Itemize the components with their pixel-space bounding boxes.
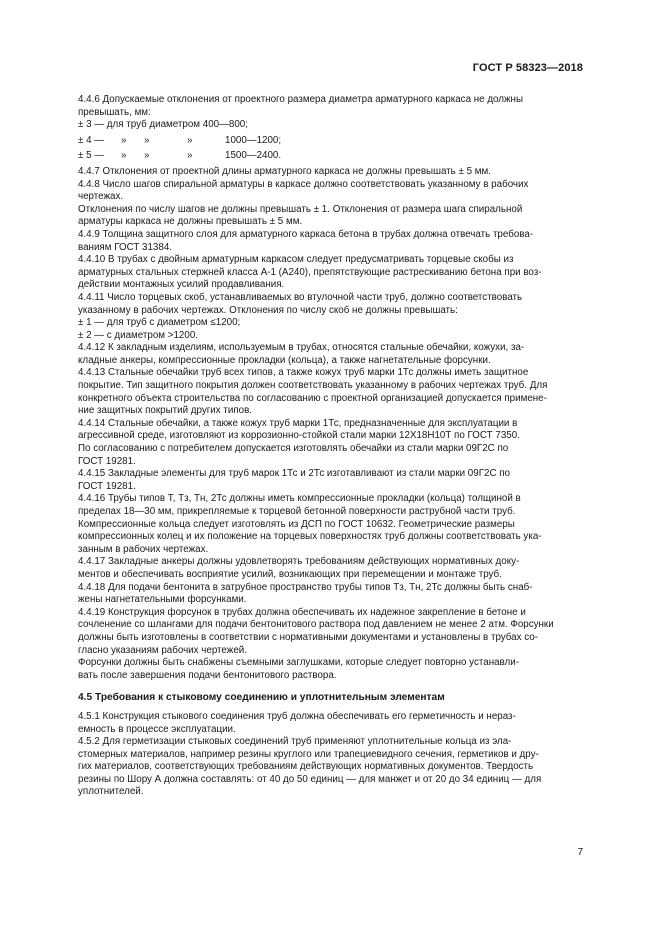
paragraph-4-4-7: 4.4.7 Отклонения от проектной длины арматурного каркаса не должны превышать ± 5 мм. [78,165,491,177]
text-line: ± 3 — для труб диаметром 400—800; [78,119,248,131]
paragraph-4-4-10: 4.4.10 В трубах с двойным арматурным каркасом следует предусматривать торцевые скобы из арматурных стальных стержней класса А-1 (А240), препятствующие растрескиванию бетона при воз- действии монтажных усилий продавливания. [78,254,542,291]
tolerance-row: ± 4 — » » » 1000—1200; [78,134,282,146]
document-id-header: ГОСТ Р 58323—2018 [472,62,583,74]
section-heading-4-5: 4.5 Требования к стыковому соединению и уплотнительным элементам [78,692,445,704]
paragraph-4-4-8: 4.4.8 Число шагов спиральной арматуры в каркасе должно соответствовать указанному в рабочих чертежах. [78,178,529,203]
paragraph-4-4-11: 4.4.11 Число торцевых скоб, устанавливаемых во втулочной части труб, должно соответствовать указанному в рабочих чертежах. Отклонения по числу скоб не должны превышать: ± 1 — для труб с диаметром ≤1200; ± 2 — с диаметром >1200. [78,291,523,341]
page-number: 7 [577,847,583,858]
paragraph-4-4-19-plugs: Форсунки должны быть снабжены съемными заглушками, которые следует повторно устанавли- вать после завершения подачи бентонитового раствора. [78,657,519,681]
paragraph-4-4-13: 4.4.13 Стальные обечайки труб всех типов, а также кожух труб марки 1Тс должны иметь защитное покрытие. Тип защитного покрытия должен соответствовать указанному в рабочих чертежах труб. Для конкретного объекта строительства по согласованию с проектной организацией допускается примене- ние защитных покрытий других типов. [78,367,548,417]
paragraph-4-4-14-agreement: По согласованию с потребителем допускается изготовлять обечайки из стали марки 09Г2С по ГОСТ 19281. [78,443,509,467]
paragraph-4-5-2: 4.5.2 Для герметизации стыковых соединений труб применяют уплотнительные кольца из эла- стомерных материалов, например резины круглого или трапециевидного сечения, герметиков и дру- гих материалов, соответствующих требованиям действующих нормативных документов. Твердость резины по Шору А должна составлять: от 40 до 50 единиц — для манжет и от 20 до 34 единиц — для уплотнителей. [78,736,542,798]
paragraph-4-4-17: 4.4.17 Закладные анкеры должны удовлетворять требованиям действующих нормативных доку- ментов и обеспечивать восприятие усилий, возникающих при перемещении и монтаже труб. [78,556,520,580]
paragraph-4-4-9: 4.4.9 Толщина защитного слоя для арматурного каркаса бетона в трубах должна отвечать требова- ваниям ГОСТ 31384. [78,228,534,253]
paragraph-4-4-15: 4.4.15 Закладные элементы для труб марок 1Тс и 2Тс изготавливают из стали марки 09Г2С по ГОСТ 19281. [78,468,511,492]
paragraph-4-4-14: 4.4.14 Стальные обечайки, а также кожух труб марки 1Тс, предназначенные для эксплуатации в агрессивной среде, изготовляют из коррозионно-стойкой стали марки 12Х18Н10Т по ГОСТ 7350. [78,417,520,442]
document-body [78,94,583,799]
text-line: 4.4.6 Допускаемые отклонения от проектного размера диаметра арматурного каркаса не должны [78,94,524,105]
paragraph-4-4-8-deviations: Отклонения по числу шагов не должны превышать ± 1. Отклонения от размера шага спиральной арматуры каркаса не должны превышать ± 5 мм. [78,203,523,228]
tolerance-row: ± 5 — » » » 1500—2400. [78,150,282,162]
paragraph-4-4-18: 4.4.18 Для подачи бентонита в затрубное пространство трубы типов Тз, Тн, 2Тс должны быть снаб- жены нагнетательными форсунками. [78,581,533,606]
paragraph-4-4-19: 4.4.19 Конструкция форсунок в трубах должна обеспечивать их надежное закрепление в бетоне и сочленение со шлангами для подачи бентонитового раствора под давлением не менее 2 атм. Форсунки должны быть изготовлены в соответствии с нормативными документами и установлены в трубах со- гласно указаниям рабочих чертежей. [78,606,554,656]
paragraph-4-4-16: 4.4.16 Трубы типов Т, Тз, Тн, 2Тс должны иметь компрессионные прокладки (кольца) толщиной в пределах 18—30 мм, прикрепляемые к торцевой бетонной поверхности раструбной части труб. [78,493,521,517]
paragraph-4-5-1: 4.5.1 Конструкция стыкового соединения труб должна обеспечивать его герметичность и нераз- емность в процессе эксплуатации. [78,710,516,735]
paragraph-4-4-6 [78,94,583,132]
paragraph-4-4-16-rings: Компрессионные кольца следует изготовлять из ДСП по ГОСТ 10632. Геометрические размеры компрессионных колец и их положение на торцевых поверхностях труб должны соответствовать ука- занным в рабочих чертежах. [78,518,542,555]
text-line: превышать, мм: [78,106,151,118]
paragraph-4-4-12: 4.4.12 К закладным изделиям, используемым в трубах, относятся стальные обечайки, кожухи, за- кладные анкеры, компрессионные прокладки (кольца), а также нагнетательные форсунки. [78,342,525,366]
